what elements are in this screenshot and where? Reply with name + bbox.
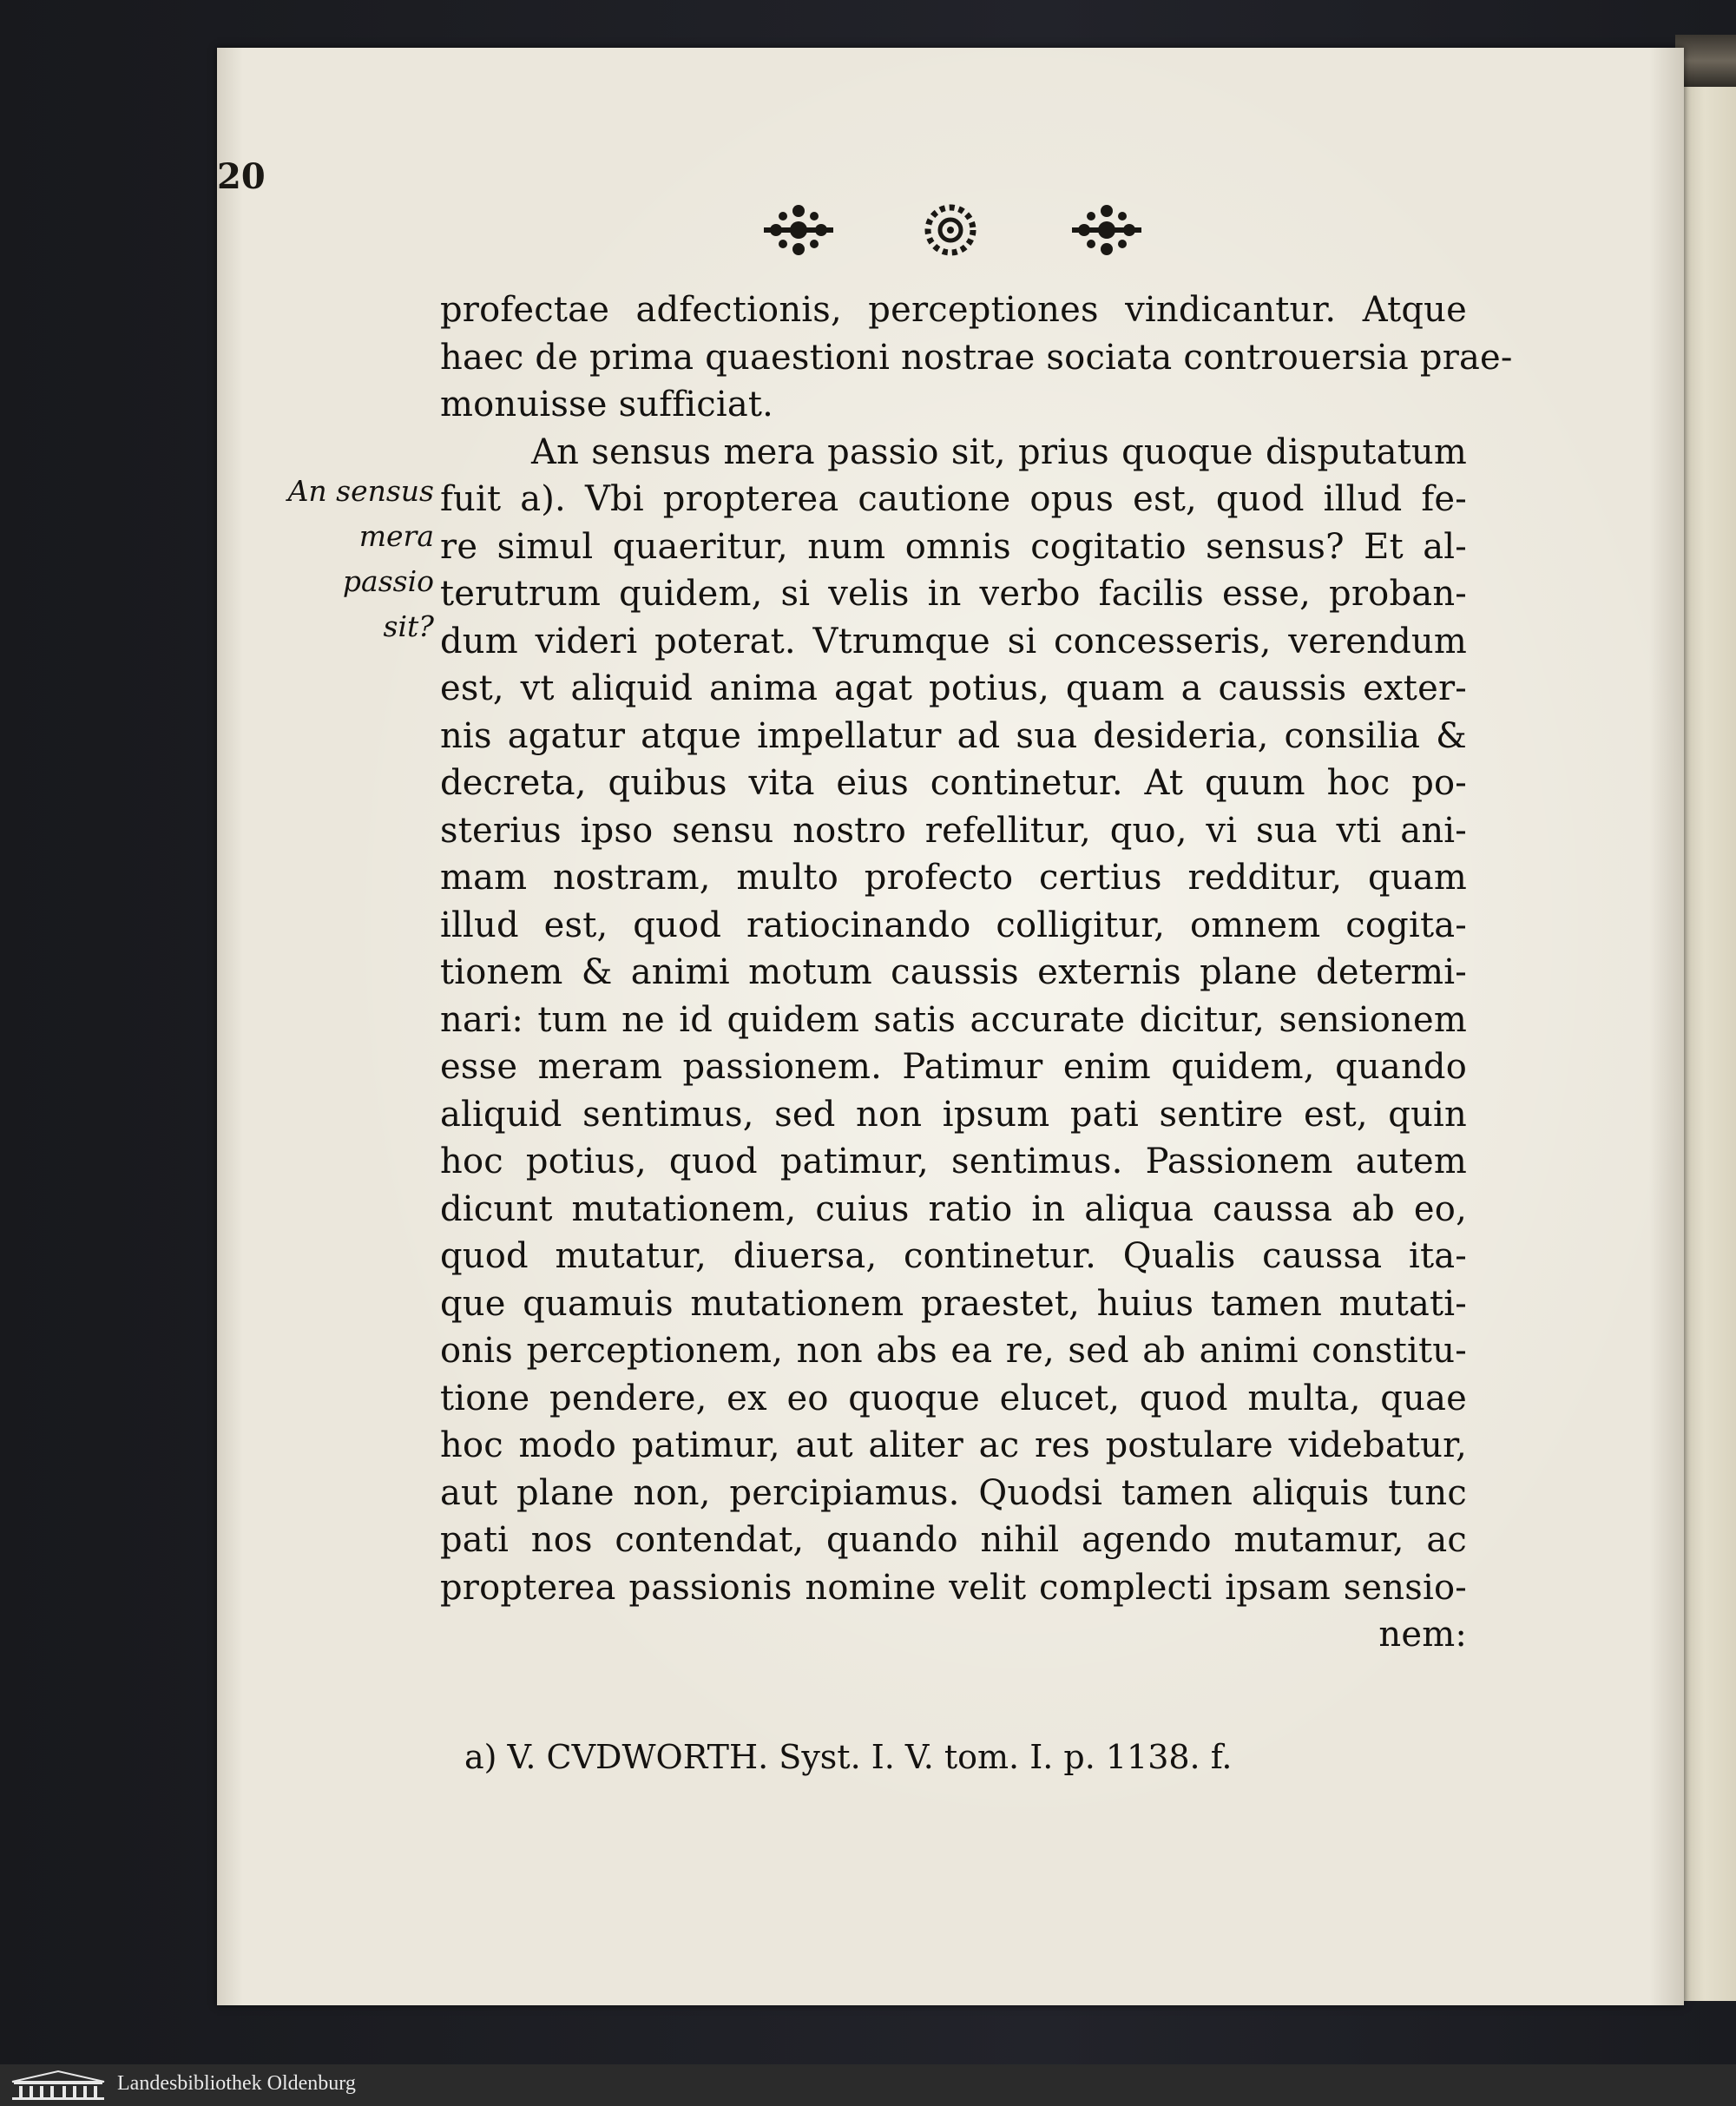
text-line: pati nos contendat, quando nihil agendo mutamur, ac bbox=[440, 1520, 1467, 1560]
marginal-note-line: An sensus bbox=[287, 474, 434, 508]
text-line: tione pendere, ex eo quoque elucet, quod multa, quae bbox=[440, 1378, 1467, 1418]
body-text bbox=[440, 286, 1513, 1659]
facing-page-edge bbox=[1684, 48, 1736, 2001]
viewer-footer bbox=[0, 2064, 1736, 2106]
text-line: An sensus mera passio sit, prius quoque disputatum bbox=[531, 431, 1467, 472]
library-name: Landesbibliothek Oldenburg bbox=[117, 2072, 356, 2095]
text-line: dicunt mutationem, cuius ratio in aliqua caussa ab eo, bbox=[440, 1188, 1467, 1229]
floral-ornament-left bbox=[764, 205, 833, 255]
text-line: nari: tum ne id quidem satis accurate dicitur, sensionem bbox=[440, 999, 1467, 1040]
text-line: hoc modo patimur, aut aliter ac res postulare videbatur, bbox=[440, 1425, 1467, 1465]
text-line: fuit a). Vbi propterea cautione opus est, quod illud fe- bbox=[440, 479, 1467, 519]
library-building-icon[interactable] bbox=[10, 2070, 106, 2101]
catchword: nem: bbox=[1378, 1615, 1467, 1655]
text-line: dum videri poterat. Vtrumque si concesseris, verendum bbox=[440, 621, 1467, 661]
text-line: haec de prima quaestioni nostrae sociata controuersia prae- bbox=[440, 337, 1513, 378]
text-line: tionem & animi motum caussis externis plane determi- bbox=[440, 952, 1467, 992]
floral-ornament-right bbox=[1072, 205, 1141, 255]
text-line: decreta, quibus vita eius continetur. At quum hoc po- bbox=[440, 763, 1467, 803]
footnote: a) V. CVDWORTH. Syst. I. V. tom. I. p. 1138. f. bbox=[464, 1738, 1233, 1776]
page-number: 20 bbox=[217, 156, 266, 197]
text-line: illud est, quod ratiocinando colligitur, omnem cogita- bbox=[440, 905, 1467, 945]
text-line: sterius ipso sensu nostro refellitur, quo, vi sua vti ani- bbox=[440, 810, 1467, 851]
rosette-ornament bbox=[928, 207, 973, 253]
text-line: aut plane non, percipiamus. Quodsi tamen aliquis tunc bbox=[440, 1472, 1467, 1513]
text-line: aliquid sentimus, sed non ipsum pati sentire est, quin bbox=[440, 1094, 1467, 1135]
text-line: esse meram passionem. Patimur enim quidem, quando bbox=[440, 1047, 1467, 1087]
text-line: re simul quaeritur, num omnis cogitatio sensus? Et al- bbox=[440, 526, 1467, 567]
text-line: hoc potius, quod patimur, sentimus. Passionem autem bbox=[440, 1142, 1467, 1181]
book-clip bbox=[1675, 35, 1736, 87]
text-line: quod mutatur, diuersa, continetur. Qualis caussa ita- bbox=[440, 1236, 1467, 1276]
text-line: onis perceptionem, non abs ea re, sed ab animi constitu- bbox=[440, 1331, 1467, 1371]
text-line: propterea passionis nomine velit complecti ipsam sensio- bbox=[440, 1567, 1467, 1608]
text-line: terutrum quidem, si velis in verbo facilis esse, proban- bbox=[440, 574, 1467, 614]
text-line: profectae adfectionis, perceptiones vindicantur. Atque bbox=[440, 290, 1467, 330]
text-line: est, vt aliquid anima agat potius, quam a caussis exter- bbox=[440, 668, 1467, 708]
marginal-note-line: mera bbox=[358, 519, 434, 553]
text-line: que quamuis mutationem praestet, huius tamen mutati- bbox=[440, 1283, 1467, 1324]
marginal-note-line: passio sit? bbox=[342, 564, 434, 643]
header-ornaments bbox=[755, 195, 1154, 265]
text-line: monuisse sufficiat. bbox=[440, 385, 774, 424]
text-line: mam nostram, multo profecto certius redditur, quam bbox=[440, 858, 1467, 898]
text-line: nis agatur atque impellatur ad sua desideria, consilia & bbox=[440, 715, 1467, 756]
marginal-note bbox=[286, 469, 434, 649]
